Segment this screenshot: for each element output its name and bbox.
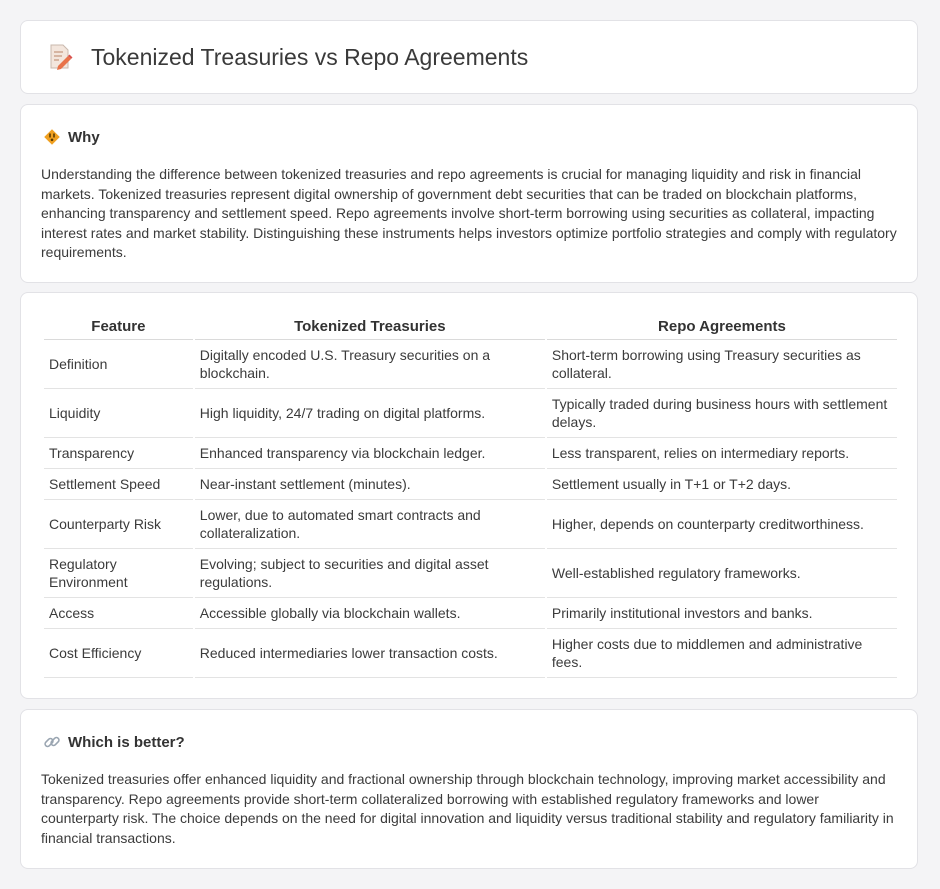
feature-cell: Counterparty Risk	[44, 500, 193, 549]
tokenized-cell: Reduced intermediaries lower transaction costs.	[195, 629, 545, 678]
document-pencil-icon	[47, 43, 73, 71]
repo-cell: Settlement usually in T+1 or T+2 days.	[547, 469, 897, 500]
repo-cell: Primarily institutional investors and banks.	[547, 598, 897, 629]
header-card	[20, 20, 918, 94]
feature-cell: Settlement Speed	[44, 469, 193, 500]
which-is-better-body: Tokenized treasuries offer enhanced liquidity and fractional ownership through blockchain technology, improving market accessibility and transparency. Repo agreements provide short-term collateralized borrowing with established regulatory frameworks and lower counterparty risk. The choice depends on the need for digital innovation and liquidity versus traditional stability and regulatory familiarity in financial transactions.	[41, 771, 894, 846]
repo-cell: Short-term borrowing using Treasury securities as collateral.	[547, 340, 897, 389]
tokenized-cell: Enhanced transparency via blockchain ledger.	[195, 438, 545, 469]
why-body: Understanding the difference between tokenized treasuries and repo agreements is crucial for managing liquidity and risk in financial markets. Tokenized treasuries represent digital ownership of government debt securities that can be traded on blockchain platforms, enhancing transparency and settlement speed. Repo agreements involve short-term borrowing using securities as collateral, impacting interest rates and market stability. Distinguishing these instruments helps investors optimize portfolio strategies and comply with regulatory requirements.	[41, 166, 897, 260]
which-is-better-section	[20, 709, 918, 869]
link-icon	[43, 733, 61, 751]
table-row	[44, 340, 897, 389]
repo-cell: Less transparent, relies on intermediary reports.	[547, 438, 897, 469]
feature-cell: Regulatory Environment	[44, 549, 193, 598]
comparison-table-card	[20, 292, 918, 699]
column-header: Repo Agreements	[547, 317, 897, 340]
repo-cell: Higher costs due to middlemen and administrative fees.	[547, 629, 897, 678]
table-row	[44, 629, 897, 678]
tokenized-cell: Lower, due to automated smart contracts and collateralization.	[195, 500, 545, 549]
table-row	[44, 469, 897, 500]
comparison-table	[42, 317, 899, 678]
feature-cell: Cost Efficiency	[44, 629, 193, 678]
why-section	[20, 104, 918, 283]
tokenized-cell: Accessible globally via blockchain wallets.	[195, 598, 545, 629]
table-row	[44, 549, 897, 598]
table-header-row	[44, 317, 897, 340]
warning-sign-icon	[43, 128, 61, 146]
repo-cell: Typically traded during business hours with settlement delays.	[547, 389, 897, 438]
table-row	[44, 598, 897, 629]
tokenized-cell: High liquidity, 24/7 trading on digital platforms.	[195, 389, 545, 438]
repo-cell: Well-established regulatory frameworks.	[547, 549, 897, 598]
tokenized-cell: Digitally encoded U.S. Treasury securities on a blockchain.	[195, 340, 545, 389]
why-title: Why	[68, 128, 100, 146]
feature-cell: Definition	[44, 340, 193, 389]
which-is-better-title: Which is better?	[68, 733, 185, 751]
column-header: Feature	[44, 317, 193, 340]
feature-cell: Access	[44, 598, 193, 629]
table-row	[44, 438, 897, 469]
tokenized-cell: Near-instant settlement (minutes).	[195, 469, 545, 500]
table-row	[44, 500, 897, 549]
tokenized-cell: Evolving; subject to securities and digital asset regulations.	[195, 549, 545, 598]
feature-cell: Transparency	[44, 438, 193, 469]
column-header: Tokenized Treasuries	[195, 317, 545, 340]
feature-cell: Liquidity	[44, 389, 193, 438]
table-row	[44, 389, 897, 438]
repo-cell: Higher, depends on counterparty creditworthiness.	[547, 500, 897, 549]
page-title: Tokenized Treasuries vs Repo Agreements	[91, 43, 529, 70]
